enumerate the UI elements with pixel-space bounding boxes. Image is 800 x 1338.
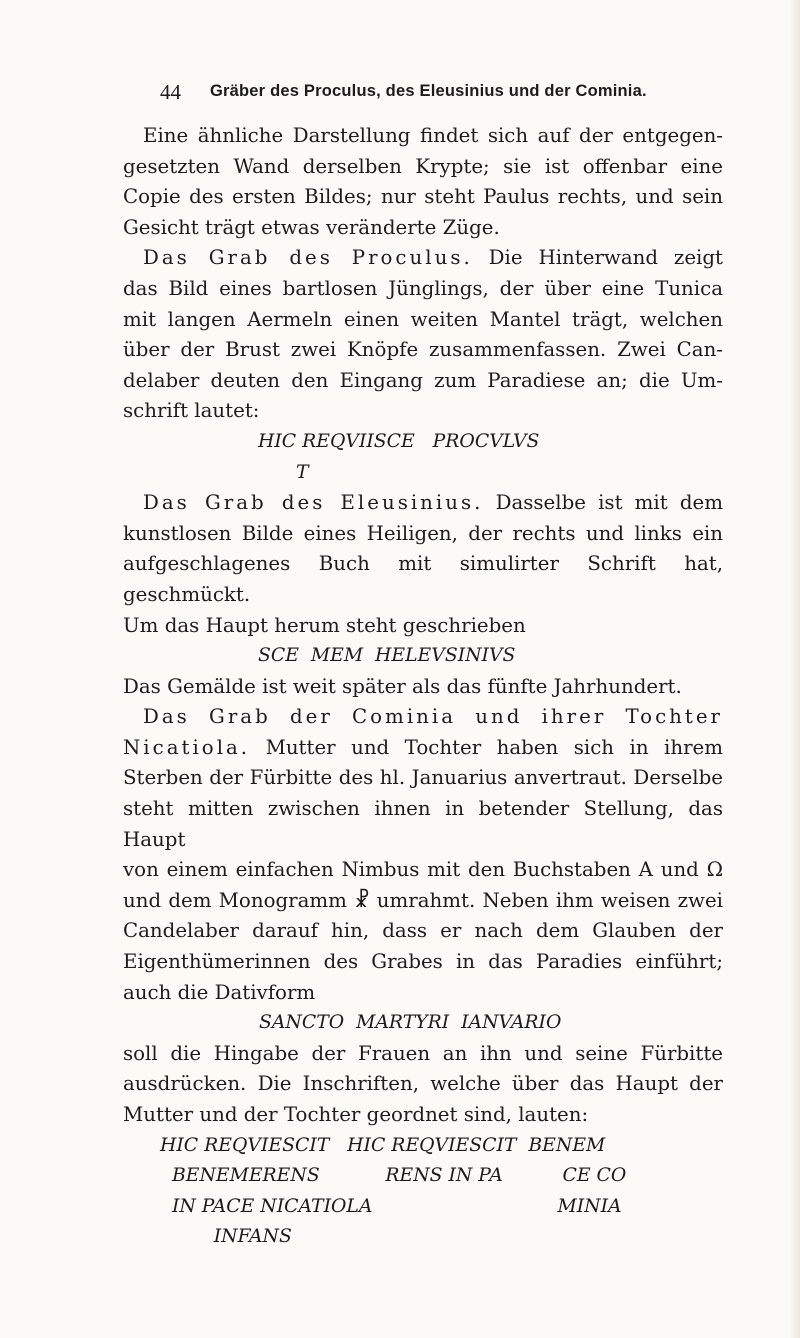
text-run: Die Hinterwand zeigt xyxy=(472,246,723,270)
text-line: von einem einfachen Nimbus mit den Buchstaben A und Ω xyxy=(123,858,723,882)
text-line xyxy=(123,733,723,764)
running-title: Gräber des Proculus, des Eleusinius und der Cominia. xyxy=(210,82,647,100)
text-line: ausdrücken. Die Inschriften, welche über das Haupt der xyxy=(123,1072,723,1096)
paragraph-proculus xyxy=(123,243,723,427)
text-line: gesetzten Wand derselben Krypte; sie ist offenbar eine xyxy=(123,154,723,178)
text-line: Gesicht trägt etwas veränderte Züge. xyxy=(123,215,500,239)
text-line: soll die Hingabe der Frauen an ihn und seine Fürbitte xyxy=(123,1041,723,1065)
page-header xyxy=(160,82,720,108)
inscription-line: IN PACE NICATIOLA MINIA xyxy=(160,1195,622,1217)
text-line: Candelaber darauf hin, dass er nach dem Glauben der xyxy=(123,919,723,943)
inscription-line: INFANS xyxy=(160,1226,292,1248)
text-line: steht mitten zwischen ihnen in betender Stellung, das Haupt xyxy=(123,797,723,851)
text-run: Dasselbe ist mit dem xyxy=(483,491,723,515)
text-line: Copie des ersten Bildes; nur steht Paulus rechts, und sein xyxy=(123,185,723,209)
inscription-eleusinius xyxy=(123,641,723,672)
section-heading-nicatiola: Nicatiola. xyxy=(123,735,251,759)
text-line: delaber deuten den Eingang zum Paradiese an; die Um- xyxy=(123,368,723,392)
body-text xyxy=(123,121,723,1253)
text-line: und dem Monogramm ☧ umrahmt. Neben ihm weisen zwei xyxy=(123,888,723,912)
text-line: über der Brust zwei Knöpfe zusammenfassen. Zwei Can- xyxy=(123,338,723,362)
inscription-line: BENEMERENS RENS IN PA CE CO xyxy=(160,1165,627,1187)
text-line: Eine ähnliche Darstellung findet sich auf der entgegen- xyxy=(143,124,723,147)
text-line xyxy=(123,243,723,274)
section-heading-proculus: Das Grab des Proculus. xyxy=(143,246,473,270)
text-run: Mutter und Tochter haben sich in ihrem xyxy=(250,735,723,759)
inscription-line: HIC REQVIISCE PROCVLVS xyxy=(258,430,540,452)
text-line: kunstlosen Bilde eines Heiligen, der rechts und links ein xyxy=(123,521,723,545)
inscription-proculus xyxy=(123,427,723,488)
text-line: Mutter und der Tochter geordnet sind, lauten: xyxy=(123,1103,589,1126)
text-line: Um das Haupt herum steht geschrieben xyxy=(123,613,526,637)
page-number: 44 xyxy=(160,80,181,104)
inscription-cominia xyxy=(123,1131,723,1253)
text-line: Das Gemälde ist weit später als das fünfte Jahrhundert. xyxy=(123,674,682,698)
text-line: Eigenthümerinnen des Grabes in das Paradies einführt; xyxy=(123,950,723,974)
page-edge xyxy=(790,0,800,1338)
paragraph-cominia xyxy=(123,702,723,1008)
paragraph-eleusinius xyxy=(123,488,723,641)
paragraph-conclusion xyxy=(123,1039,723,1131)
text-line xyxy=(123,488,723,519)
text-line: das Bild eines bartlosen Jünglings, der über eine Tunica xyxy=(123,276,723,300)
inscription-line: HIC REQVIESCIT HIC REQVIESCIT BENEM xyxy=(160,1134,606,1156)
inscription-line: SANCTO MARTYRI IANVARIO xyxy=(259,1012,562,1034)
text-line: auch die Dativform xyxy=(123,980,316,1004)
section-heading-eleusinius: Das Grab des Eleusinius. xyxy=(143,491,484,515)
inscription-line: T xyxy=(296,461,309,483)
section-heading-cominia: Das Grab der Cominia und ihrer Tochter xyxy=(143,705,723,729)
text-line: aufgeschlagenes Buch mit simulirter Schrift hat, geschmückt. xyxy=(123,552,723,606)
paragraph-1 xyxy=(123,121,723,243)
paragraph-dating xyxy=(123,672,723,703)
text-line: Sterben der Fürbitte des hl. Januarius anvertraut. Derselbe xyxy=(123,766,723,790)
text-line: mit langen Aermeln einen weiten Mantel trägt, welchen xyxy=(123,307,723,331)
text-line: schrift lautet: xyxy=(123,399,260,423)
inscription-januarius xyxy=(123,1008,723,1039)
inscription-line: SCE MEM HELEVSINIVS xyxy=(258,645,516,667)
